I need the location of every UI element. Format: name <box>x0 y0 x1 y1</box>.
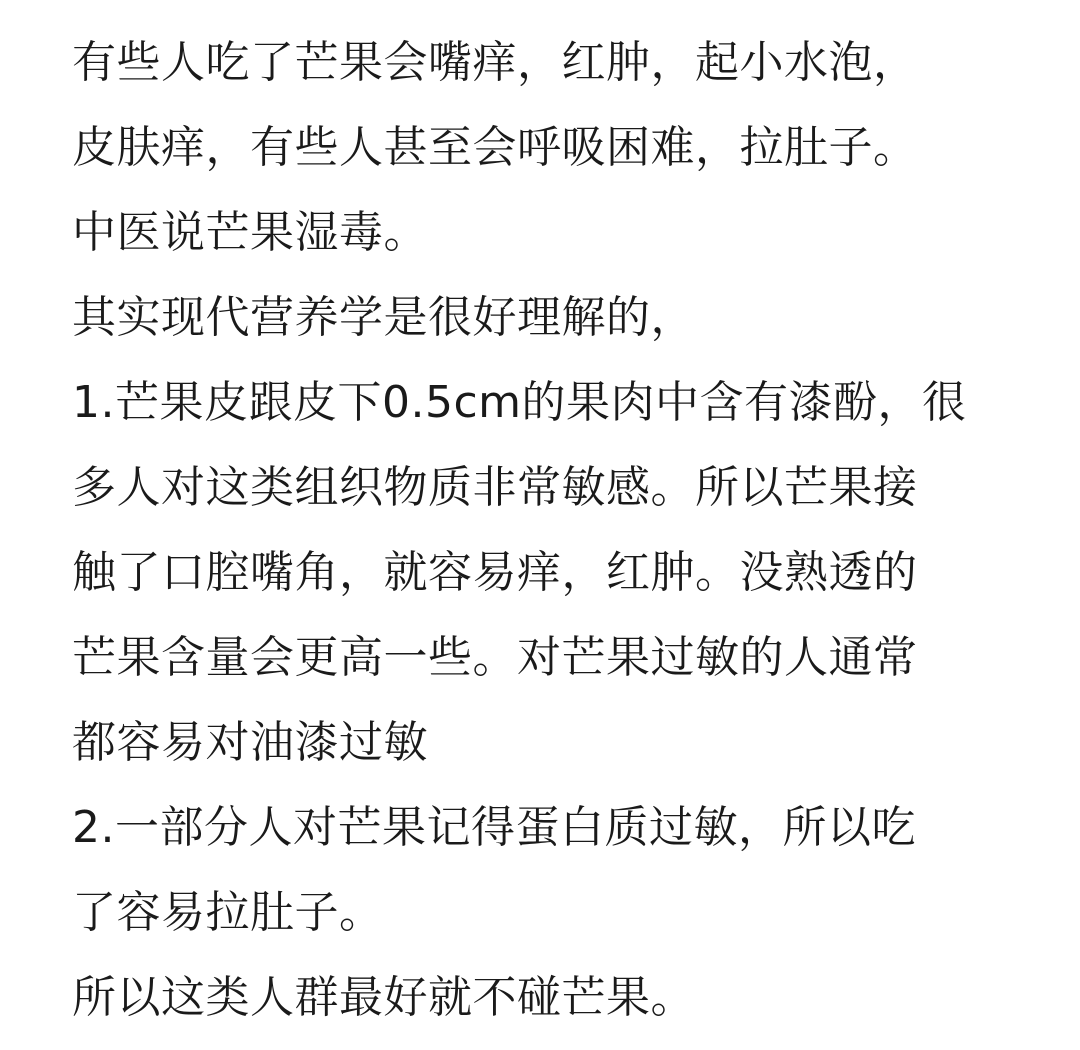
text-line-4: 其实现代营养学是很好理解的， <box>72 292 695 343</box>
text-line-11: 了容易拉肚子。 <box>72 887 384 938</box>
text-line-7: 触了口腔嘴角，就容易痒，红肿。没熟透的 <box>72 547 918 598</box>
text-line-6: 多人对这类组织物质非常敏感。所以芒果接 <box>72 462 918 513</box>
text-line-5: 1.芒果皮跟皮下0.5cm的果肉中含有漆酚，很 <box>72 377 967 428</box>
text-line-12: 所以这类人群最好就不碰芒果。 <box>72 972 695 1023</box>
text-line-9: 都容易对油漆过敏 <box>72 717 428 768</box>
article-text <box>72 20 1022 1040</box>
text-line-1: 有些人吃了芒果会嘴痒，红肿，起小水泡， <box>72 37 918 88</box>
text-line-8: 芒果含量会更高一些。对芒果过敏的人通常 <box>72 632 918 683</box>
text-line-10: 2.一部分人对芒果记得蛋白质过敏，所以吃 <box>72 802 916 853</box>
text-line-3: 中医说芒果湿毒。 <box>72 207 428 258</box>
text-line-2: 皮肤痒，有些人甚至会呼吸困难，拉肚子。 <box>72 122 918 173</box>
